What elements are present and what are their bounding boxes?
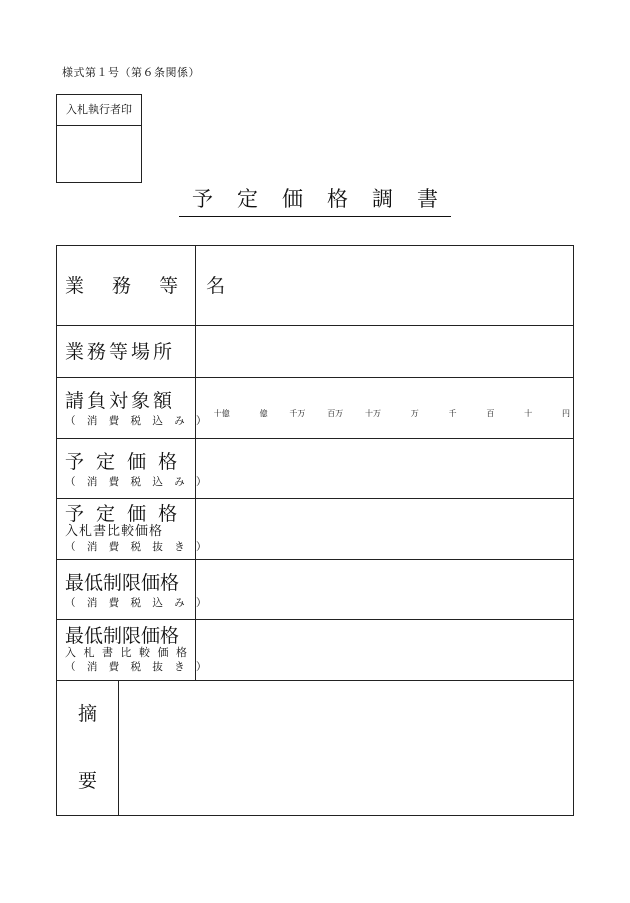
field-planned-price-bid[interactable] [196, 499, 574, 560]
digit-unit: 百 [486, 409, 495, 418]
field-planned-price[interactable] [196, 439, 574, 499]
field-business-name[interactable] [196, 246, 574, 326]
label-business-name: 業 務 等 名 [65, 274, 237, 297]
title-char: 予 [192, 187, 213, 211]
row-business-name [57, 246, 574, 326]
label-tax-included: （ 消 費 税 込 み ） [65, 415, 211, 427]
stamp-box [56, 94, 142, 183]
row-contract-amount [57, 378, 574, 439]
field-remarks[interactable] [119, 681, 574, 816]
digit-unit: 円 [561, 409, 570, 418]
stamp-label: 入札執行者印 [57, 95, 141, 126]
row-planned-price-bid [57, 499, 574, 560]
row-planned-price [57, 439, 574, 499]
field-business-place[interactable] [196, 326, 574, 378]
digit-unit: 億 [259, 409, 268, 418]
label-tax-included: （ 消 費 税 込 み ） [65, 475, 211, 488]
label-tax-excluded: （ 消 費 税 抜 き ） [65, 541, 211, 553]
row-min-price [57, 560, 574, 620]
digit-unit: 百万 [327, 409, 344, 418]
price-table [56, 245, 574, 816]
row-remarks [57, 681, 574, 816]
label-planned-price: 予 定 価 格 [65, 450, 181, 473]
digit-unit: 十万 [364, 409, 381, 418]
label-bid-comparison: 入札書比較価格 [65, 524, 164, 539]
remarks-label [57, 681, 119, 816]
title-char: 格 [327, 187, 348, 211]
title-char: 価 [282, 187, 303, 211]
document-title [179, 184, 451, 217]
label-planned-price-bid: 予 定 価 格 [65, 503, 181, 525]
label-min-price-bid: 最低制限価格 [65, 625, 180, 647]
row-business-place [57, 326, 574, 378]
label-min-price: 最低制限価格 [65, 571, 180, 594]
title-char: 定 [237, 187, 258, 211]
field-contract-amount[interactable] [196, 378, 574, 439]
label-business-place: 業務等場所 [65, 340, 176, 363]
row-min-price-bid [57, 620, 574, 681]
label-tax-included: （ 消 費 税 込 み ） [65, 596, 211, 609]
title-char: 調 [372, 187, 393, 211]
digit-unit: 万 [410, 409, 419, 418]
digit-unit: 千万 [289, 409, 306, 418]
digit-unit: 十億 [213, 409, 230, 418]
remarks-char: 要 [77, 770, 97, 792]
field-min-price-bid[interactable] [196, 620, 574, 681]
remarks-char: 摘 [77, 703, 97, 725]
field-min-price[interactable] [196, 560, 574, 620]
digit-unit: 千 [448, 409, 457, 418]
form-number: 様式第１号（第６条関係） [62, 66, 200, 79]
title-char: 書 [417, 187, 438, 211]
digit-unit: 十 [524, 409, 533, 418]
label-tax-excluded: （ 消 費 税 抜 き ） [65, 661, 211, 673]
label-contract-amount: 請負対象額 [65, 390, 176, 412]
label-bid-comparison: 入 札 書 比 較 価 格 [65, 646, 189, 659]
